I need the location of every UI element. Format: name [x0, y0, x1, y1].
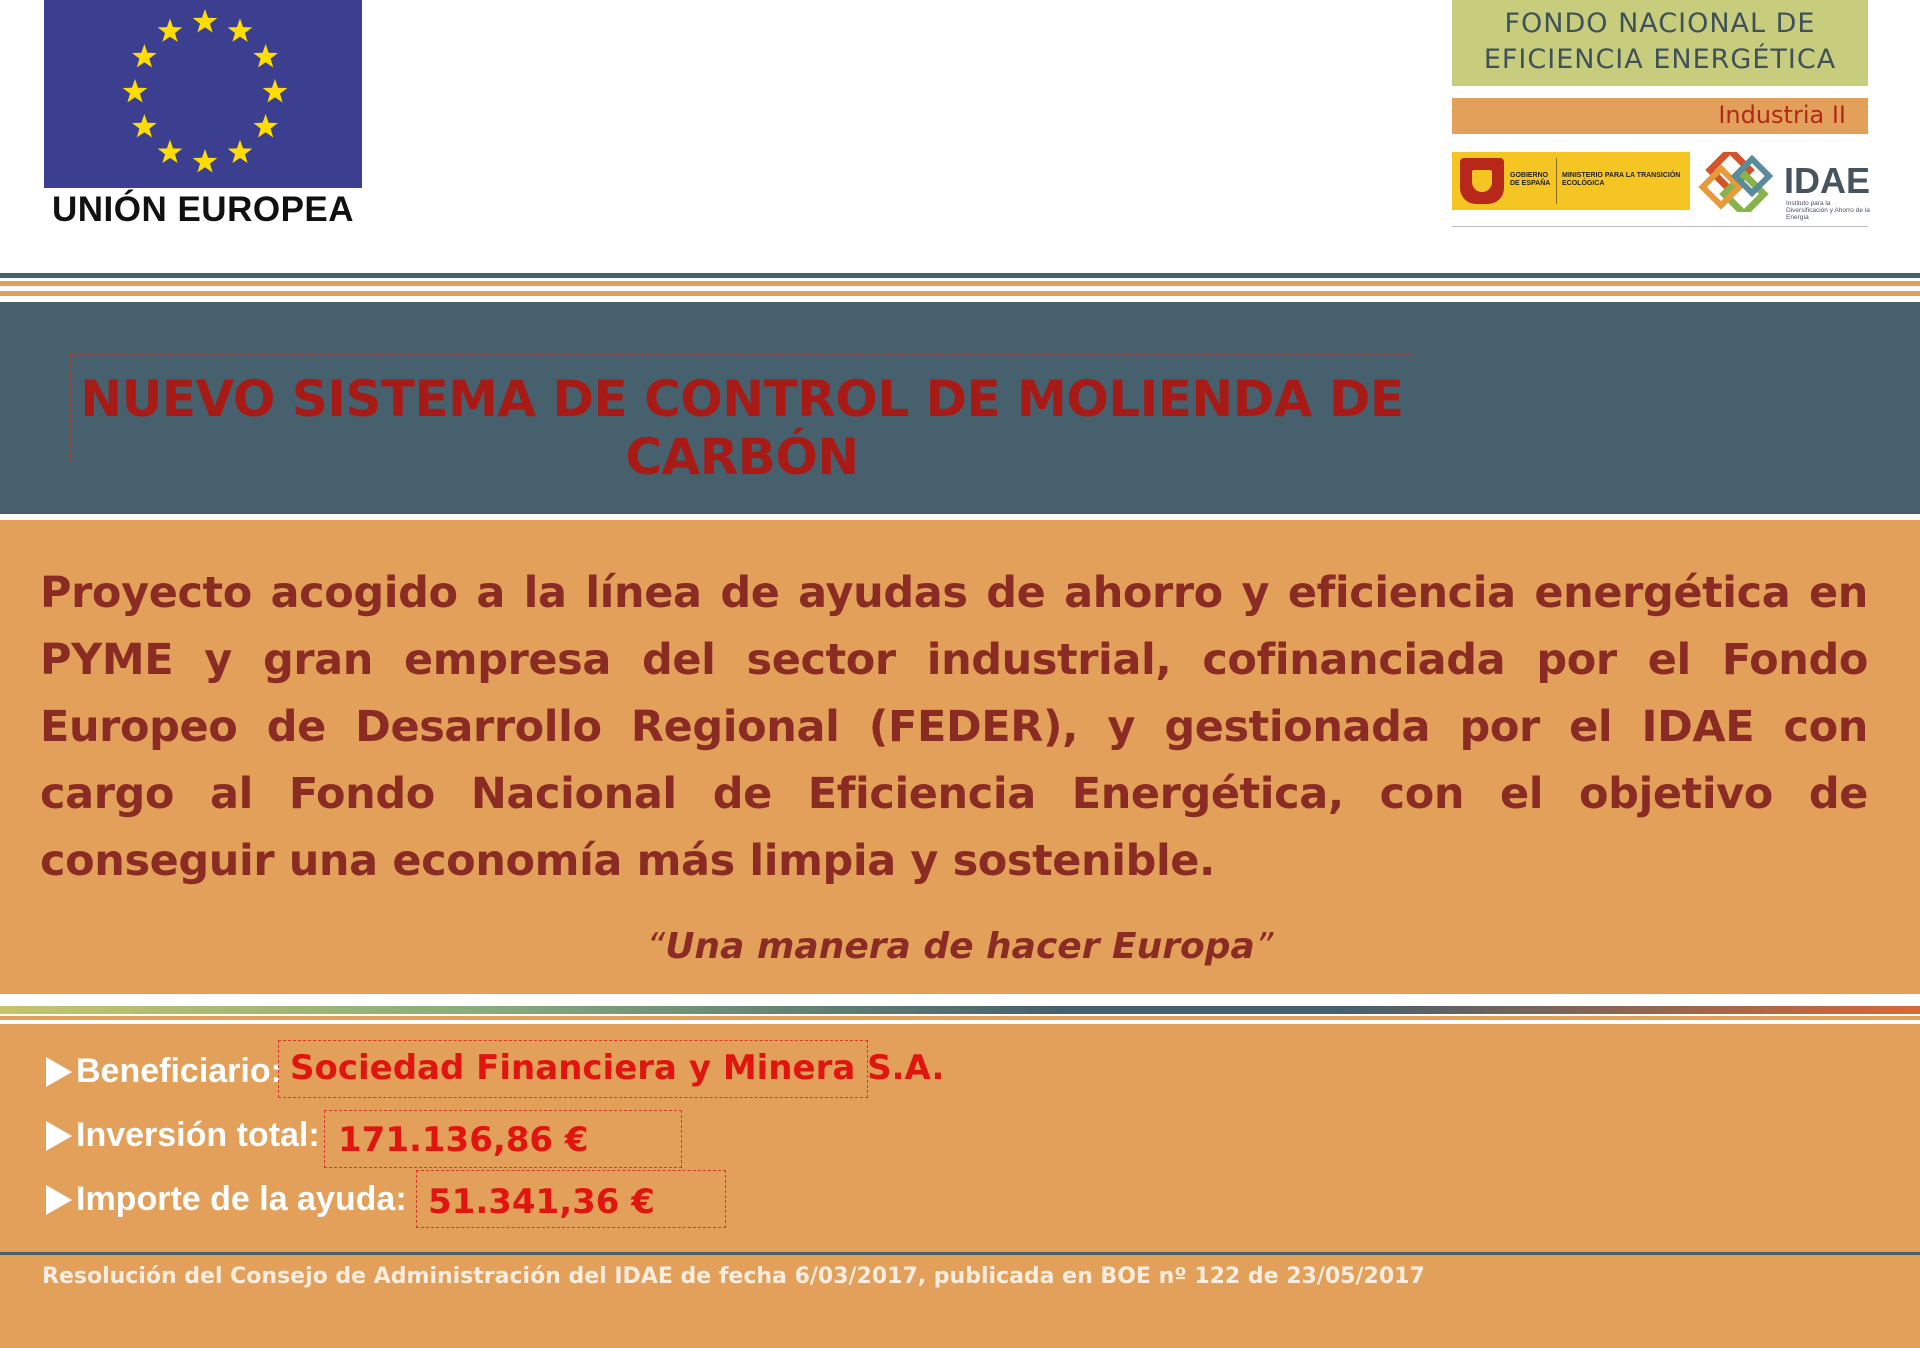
ayuda-label: Importe de la ayuda:: [76, 1180, 407, 1218]
eu-star-icon: [193, 149, 218, 173]
gobierno-divider: [1556, 158, 1557, 204]
eu-star-icon: [228, 140, 253, 164]
program-badge: [1452, 98, 1868, 134]
eu-star-icon: [228, 18, 253, 42]
slogan-open-quote: “: [646, 926, 666, 967]
idae-knot-icon: [1694, 152, 1780, 212]
gobierno-logo: [1452, 152, 1690, 210]
fnee-line1: FONDO NACIONAL DE: [1504, 8, 1816, 39]
ayuda-value: 51.341,36 €: [428, 1182, 655, 1222]
eu-star-icon: [253, 114, 278, 138]
bullet-arrow-icon: [46, 1121, 72, 1151]
coat-of-arms-icon: [1460, 158, 1504, 204]
slogan: [0, 926, 1920, 967]
project-description: Proyecto acogido a la línea de ayudas de ahorro y eficiencia energética en PYME y gran empresa del sector industrial, cofinanciada por el Fondo Europeo de Desarrollo Regional (FEDER), y gestionada por el IDAE con cargo al Fondo Nacional de Eficiencia Energética, con el objetivo de conseguir una economía más limpia y sostenible.: [40, 568, 1868, 886]
divider-stripe-orange: [0, 281, 1920, 286]
eu-star-icon: [132, 44, 157, 68]
page-title: NUEVO SISTEMA DE CONTROL DE MOLIENDA DE CARBÓN: [80, 370, 1404, 486]
eu-star-icon: [158, 140, 183, 164]
idae-subtitle: Instituto para la Diversificación y Ahorro de la Energía: [1786, 200, 1870, 221]
inversion-label: Inversión total:: [76, 1116, 320, 1154]
eu-star-icon: [132, 114, 157, 138]
inversion-row: [46, 1116, 320, 1155]
beneficiario-row: [46, 1052, 282, 1091]
bullet-arrow-icon: [46, 1185, 72, 1215]
divider-stripe-orange-3: [0, 1016, 1920, 1020]
info-band: [0, 1024, 1920, 1348]
gobierno-ministry: MINISTERIO PARA LA TRANSICIÓN ECOLÓGICA: [1562, 172, 1681, 187]
eu-star-icon: [123, 79, 148, 103]
footer-resolution: Resolución del Consejo de Administración del IDAE de fecha 6/03/2017, publicada en BOE nº 122 de 23/05/2017: [42, 1264, 1425, 1289]
eu-flag: [44, 0, 362, 188]
eu-stars-icon: [44, 0, 362, 188]
divider-stripe-dark: [0, 273, 1920, 278]
fnee-logo: [1452, 0, 1868, 86]
slogan-close-quote: ”: [1254, 926, 1274, 967]
eu-star-icon: [193, 9, 218, 33]
beneficiario-label: Beneficiario:: [76, 1052, 282, 1090]
ayuda-row: [46, 1180, 407, 1219]
gradient-stripe: [0, 1006, 1920, 1014]
footer-divider: [0, 1252, 1920, 1255]
eu-star-icon: [253, 44, 278, 68]
eu-star-icon: [263, 79, 288, 103]
bullet-arrow-icon: [46, 1057, 72, 1087]
slogan-text: Una manera de hacer Europa: [665, 926, 1255, 967]
divider-stripe-orange-2: [0, 291, 1920, 296]
beneficiario-value: Sociedad Financiera y Minera S.A.: [290, 1048, 945, 1088]
gobierno-entity: GOBIERNO DE ESPAÑA: [1510, 172, 1551, 187]
eu-star-icon: [158, 18, 183, 42]
program-label: Industria II: [1718, 101, 1846, 129]
logo-divider: [1452, 226, 1868, 227]
eu-label: UNIÓN EUROPEA: [51, 190, 355, 229]
idae-name: IDAE: [1784, 160, 1871, 201]
inversion-value: 171.136,86 €: [338, 1120, 589, 1160]
fnee-line2: EFICIENCIA ENERGÉTICA: [1483, 44, 1837, 75]
